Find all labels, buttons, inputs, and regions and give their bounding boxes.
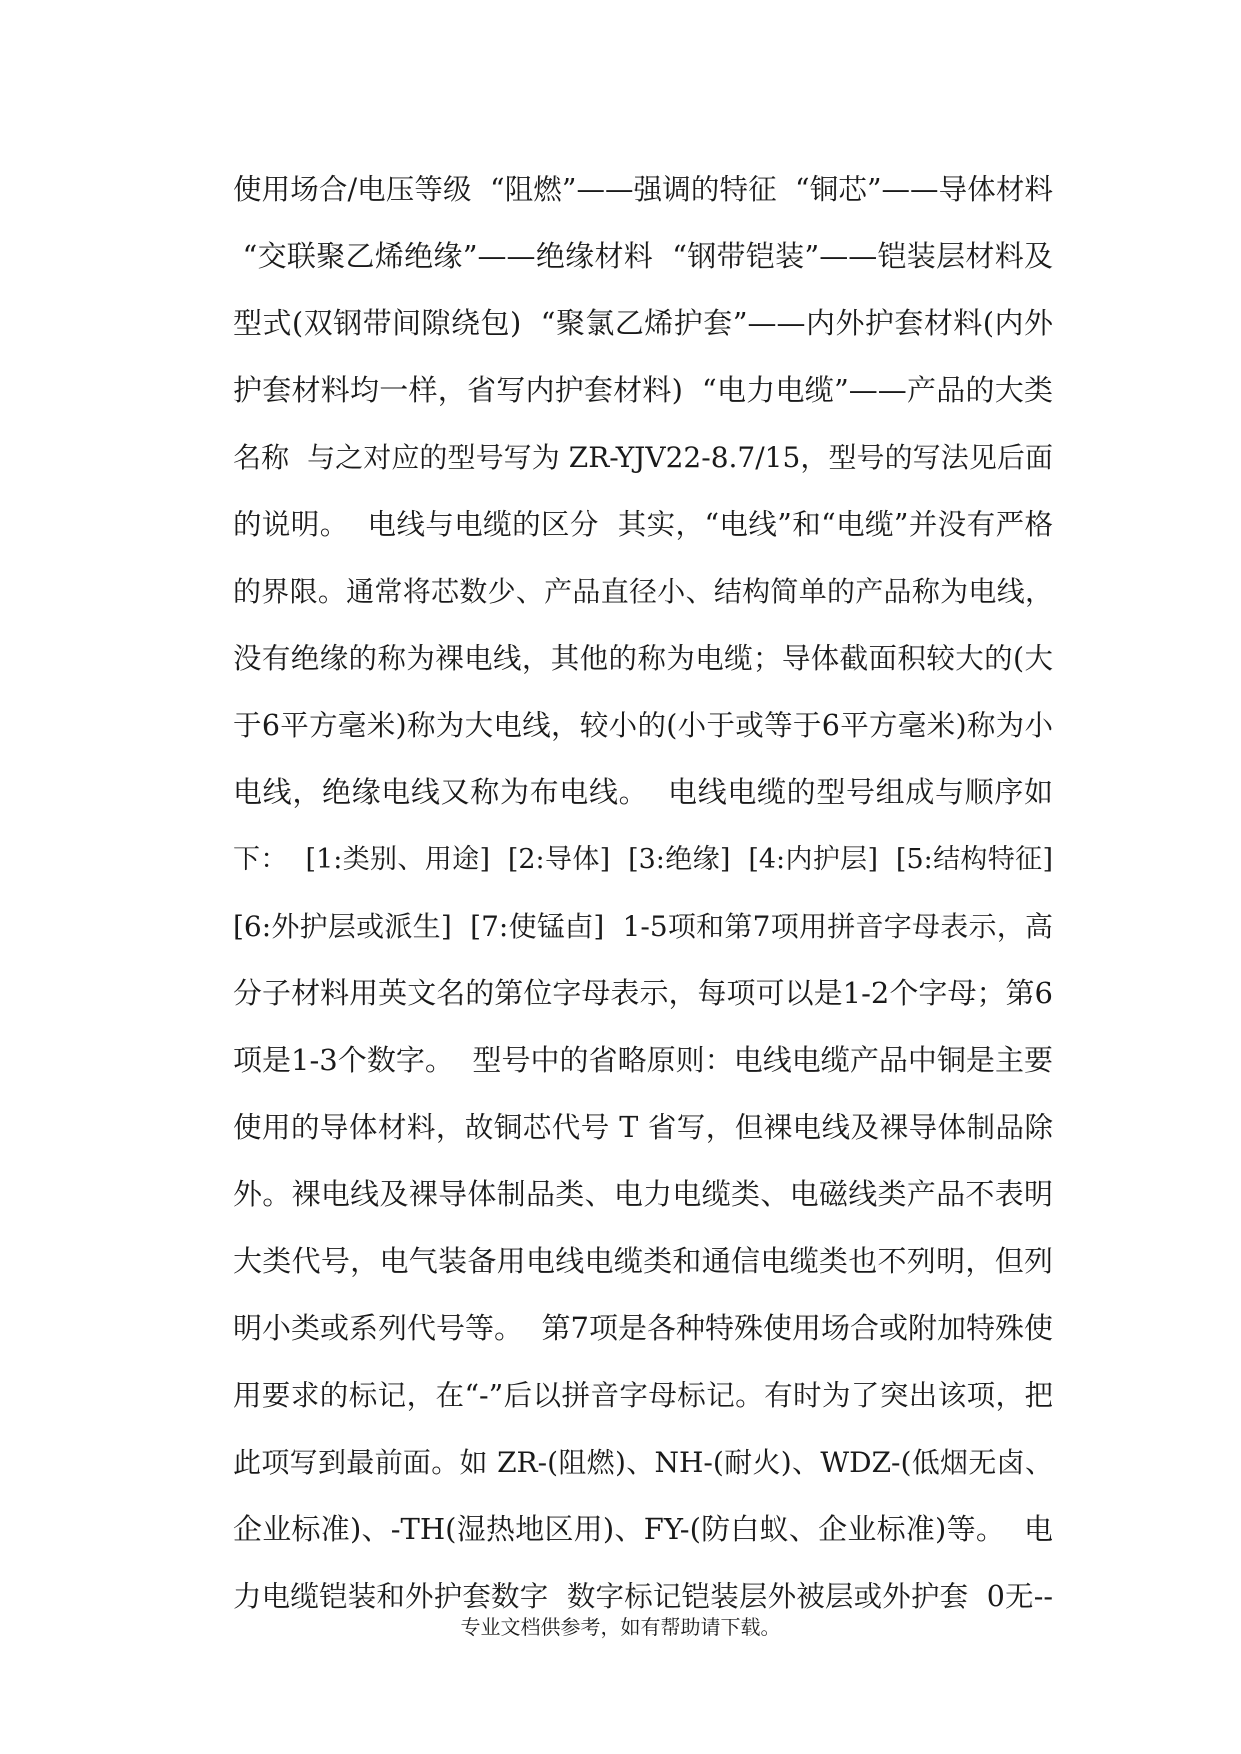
text-line: 用要求的标记，在“-”后以拼音字母标记。有时为了突出该项，把	[233, 1379, 1053, 1412]
text-line: 电线，绝缘电线又称为布电线。 电线电缆的型号组成与顺序如	[233, 775, 1053, 809]
text-line: 的界限。通常将芯数少、产品直径小、结构简单的产品称为电线，	[233, 575, 1053, 608]
text-line: 没有绝缘的称为裸电线，其他的称为电缆；导体截面积较大的(大	[233, 642, 1053, 675]
text-line: 此项写到最前面。如 ZR-(阻燃)、NH-(耐火)、WDZ-(低烟无卤、	[233, 1446, 1053, 1479]
text-line: 明小类或系列代号等。 第7项是各种特殊使用场合或附加特殊使	[233, 1311, 1053, 1345]
text-line: 分子材料用英文名的第位字母表示，每项可以是1-2个字母；第6	[233, 976, 1053, 1010]
text-line: 企业标准)、-TH(湿热地区用)、FY-(防白蚁、企业标准)等。 电	[233, 1512, 1053, 1546]
text-line: “交联聚乙烯绝缘”——绝缘材料 “钢带铠装”——铠装层材料及	[233, 239, 1053, 273]
text-line: 使用的导体材料，故铜芯代号 T 省写，但裸电线及裸导体制品除	[233, 1111, 1053, 1144]
body-text	[233, 156, 1053, 1630]
text-line: 下： [1:类别、用途] [2:导体] [3:绝缘] [4:内护层] [5:结构特征]	[233, 844, 1053, 875]
text-line: 大类代号，电气装备用电线电缆类和通信电缆类也不列明，但列	[233, 1244, 1053, 1278]
text-line: 外。裸电线及裸导体制品类、电力电缆类、电磁线类产品不表明	[233, 1177, 1053, 1211]
text-line: 使用场合/电压等级 “阻燃”——强调的特征 “铜芯”——导体材料	[233, 173, 1053, 206]
text-line: 项是1-3个数字。 型号中的省略原则：电线电缆产品中铜是主要	[233, 1043, 1053, 1077]
text-line: 力电缆铠装和外护套数字 数字标记铠装层外被层或外护套 0无--	[233, 1580, 1053, 1613]
text-line: 型式(双钢带间隙绕包) “聚氯乙烯护套”——内外护套材料(内外	[233, 306, 1053, 340]
page-footer: 专业文档供参考，如有帮助请下载。	[460, 1615, 781, 1639]
text-line: 的说明。 电线与电缆的区分 其实，“电线”和“电缆”并没有严格	[233, 508, 1053, 541]
text-line: [6:外护层或派生] [7:使锰卣] 1-5项和第7项用拼音字母表示，高	[233, 910, 1053, 943]
text-line: 名称 与之对应的型号写为 ZR-YJV22-8.7/15，型号的写法见后面	[233, 441, 1053, 474]
text-line: 护套材料均一样，省写内护套材料) “电力电缆”——产品的大类	[233, 373, 1053, 407]
text-line: 于6平方毫米)称为大电线，较小的(小于或等于6平方毫米)称为小	[233, 709, 1053, 742]
